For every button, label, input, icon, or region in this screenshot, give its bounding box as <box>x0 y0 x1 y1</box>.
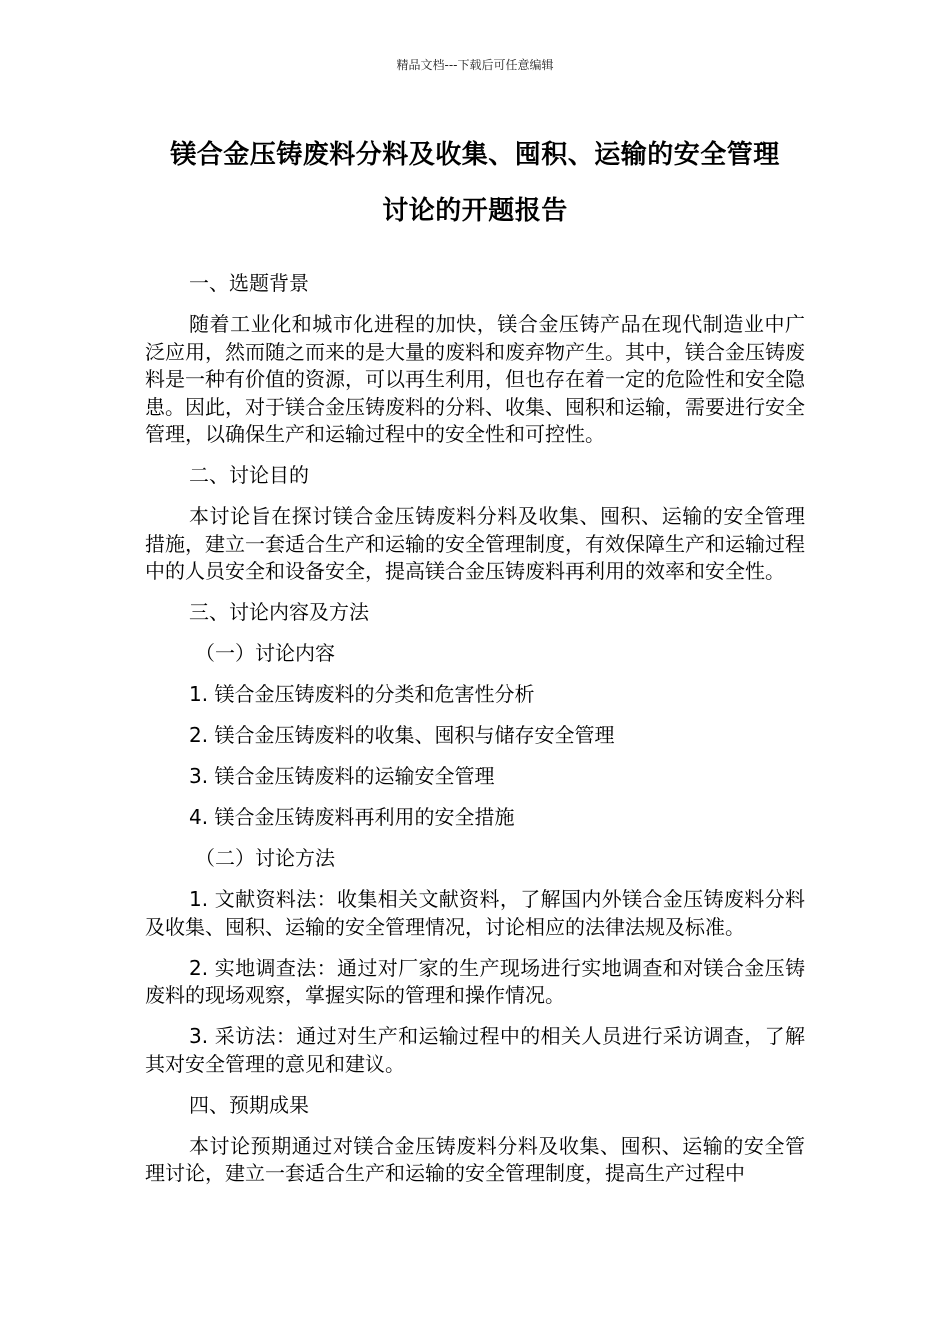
section-heading-expected-results: 四、预期成果 <box>189 1092 309 1117</box>
paragraph-expected-results: 本讨论预期通过对镁合金压铸废料分料及收集、囤积、运输的安全管理讨论，建立一套适合生产和运输的安全管理制度，提高生产过程中 <box>145 1133 805 1185</box>
subsection-heading-content: （一）讨论内容 <box>195 641 335 665</box>
list-item-content-2: 2. 镁合金压铸废料的收集、囤积与储存安全管理 <box>189 723 615 747</box>
list-item-content-4: 4. 镁合金压铸废料再利用的安全措施 <box>189 805 515 829</box>
list-item-method-2: 2. 实地调查法：通过对厂家的生产现场进行实地调查和对镁合金压铸废料的现场观察，掌握实际的管理和操作情况。 <box>145 955 805 1007</box>
subsection-heading-method: （二）讨论方法 <box>195 846 335 870</box>
list-item-method-1: 1. 文献资料法：收集相关文献资料，了解国内外镁合金压铸废料分料及收集、囤积、运输的安全管理情况，讨论相应的法律法规及标准。 <box>145 887 805 939</box>
section-heading-purpose: 二、讨论目的 <box>189 463 309 487</box>
document-body <box>145 270 805 1201</box>
list-item-method-3: 3. 采访法：通过对生产和运输过程中的相关人员进行采访调查，了解其对安全管理的意见和建议。 <box>145 1024 805 1076</box>
list-item-content-3: 3. 镁合金压铸废料的运输安全管理 <box>189 764 495 788</box>
document-title-line-2: 讨论的开题报告 <box>382 196 568 226</box>
document-title-line-1: 镁合金压铸废料分料及收集、囤积、运输的安全管理 <box>170 140 780 170</box>
paragraph-purpose: 本讨论旨在探讨镁合金压铸废料分料及收集、囤积、运输的安全管理措施，建立一套适合生产和运输的安全管理制度，有效保障生产和运输过程中的人员安全和设备安全，提高镁合金压铸废料再利用的效率和安全性。 <box>145 504 805 583</box>
page-header-note: 精品文档---下载后可任意编辑 <box>396 58 554 72</box>
section-heading-background: 一、选题背景 <box>189 271 309 295</box>
list-item-content-1: 1. 镁合金压铸废料的分类和危害性分析 <box>189 682 535 706</box>
paragraph-background: 随着工业化和城市化进程的加快，镁合金压铸产品在现代制造业中广泛应用，然而随之而来的是大量的废料和废弃物产生。其中，镁合金压铸废料是一种有价值的资源，可以再生利用，但也存在着一定的危险性和安全隐患。因此，对于镁合金压铸废料的分料、收集、囤积和运输，需要进行安全管理，以确保生产和运输过程中的安全性和可控性。 <box>145 312 805 446</box>
section-heading-content-method: 三、讨论内容及方法 <box>189 600 369 624</box>
